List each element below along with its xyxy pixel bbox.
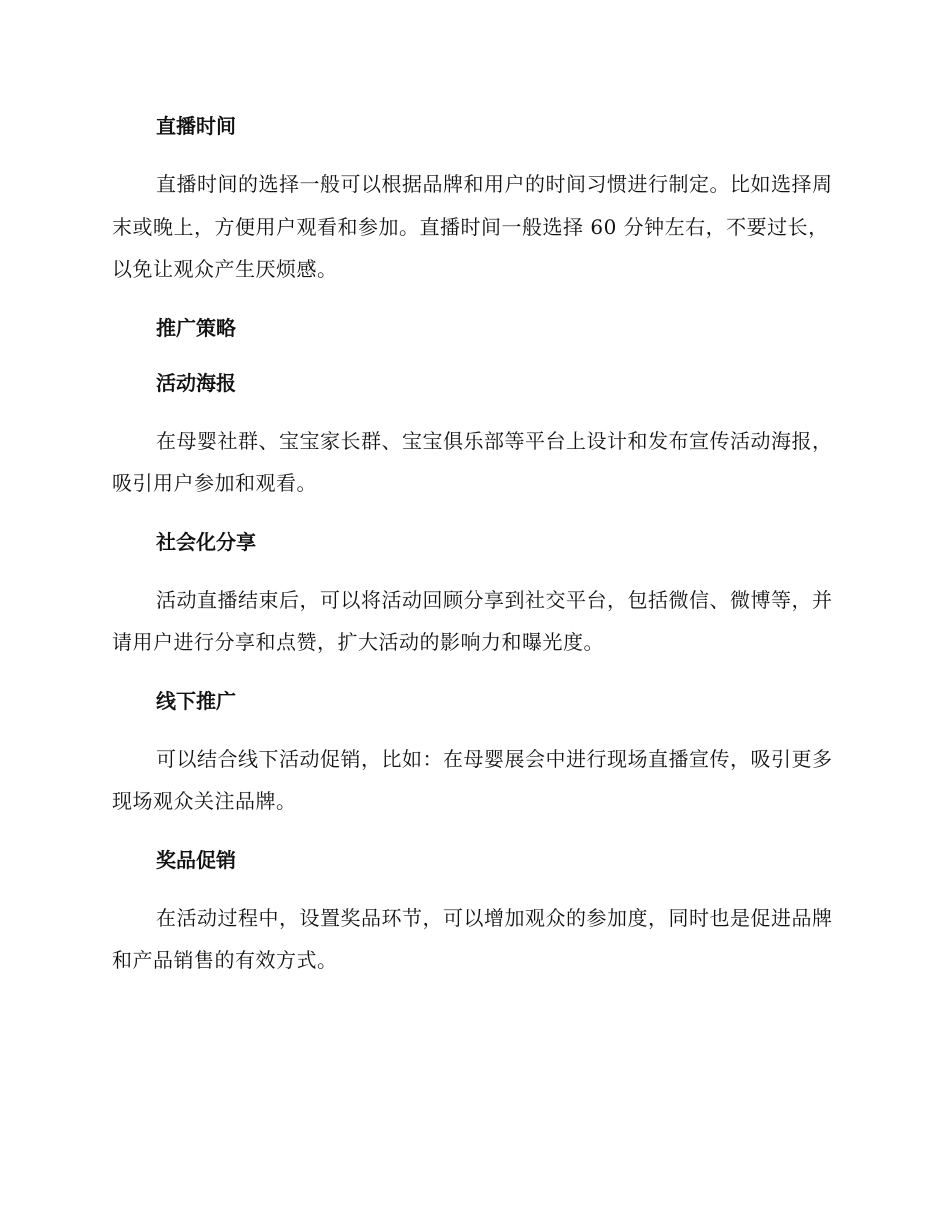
document-page xyxy=(112,108,838,1001)
section-heading-event-poster: 活动海报 xyxy=(156,370,236,395)
paragraph-live-time: 直播时间的选择一般可以根据品牌和用户的时间习惯进行制定。比如选择周末或晚上，方便用户观看和参加。直播时间一般选择 60 分钟左右，不要过长，以免让观众产生厌烦感。 xyxy=(112,172,833,281)
section-heading-live-time: 直播时间 xyxy=(156,114,236,138)
paragraph-offline-promotion: 可以结合线下活动促销，比如：在母婴展会中进行现场直播宣传，吸引更多现场观众关注品牌。 xyxy=(112,746,833,813)
section-heading-offline-promotion: 线下推广 xyxy=(156,688,236,713)
section-heading-social-sharing: 社会化分享 xyxy=(156,529,256,554)
section-heading-promotion-strategy: 推广策略 xyxy=(156,315,236,340)
paragraph-social-sharing: 活动直播结束后，可以将活动回顾分享到社交平台，包括微信、微博等，并请用户进行分享和点赞，扩大活动的影响力和曝光度。 xyxy=(112,587,833,654)
section-heading-prize-promotion: 奖品促销 xyxy=(156,847,236,872)
paragraph-event-poster: 在母婴社群、宝宝家长群、宝宝俱乐部等平台上设计和发布宣传活动海报，吸引用户参加和观看。 xyxy=(112,428,833,495)
paragraph-prize-promotion: 在活动过程中，设置奖品环节，可以增加观众的参加度，同时也是促进品牌和产品销售的有效方式。 xyxy=(112,905,833,972)
